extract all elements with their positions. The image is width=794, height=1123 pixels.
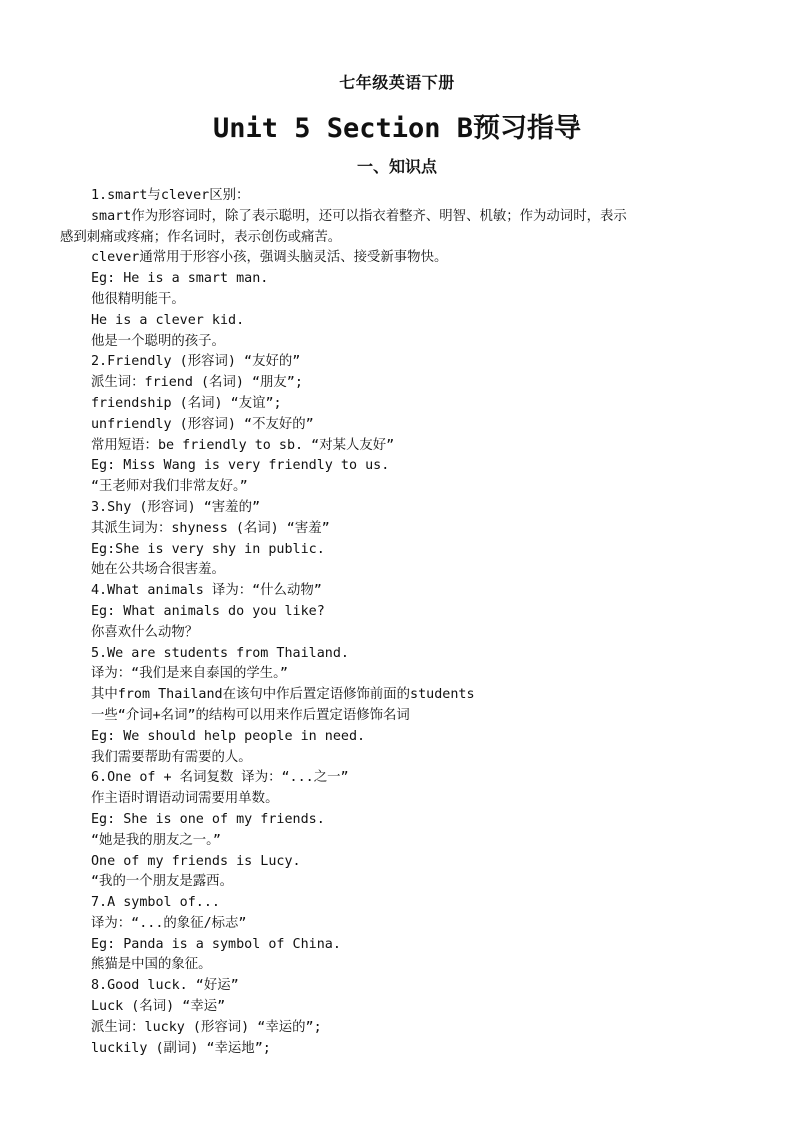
- text-line: 你喜欢什么动物？: [91, 624, 199, 640]
- text-line: 作主语时谓语动词需要用单数。: [91, 791, 279, 807]
- section-heading: 一、知识点: [356, 157, 437, 176]
- text-line: 感到刺痛或疼痛；作名词时，表示创伤或痛苦。: [60, 229, 342, 245]
- text-line: 其派生词为：shyness (名词) “害羞”: [91, 520, 330, 536]
- text-line: Eg: He is a smart man.: [91, 271, 269, 287]
- text-line: 4.What animals 译为：“什么动物”: [91, 583, 322, 599]
- text-line: Eg: She is one of my friends.: [91, 811, 325, 827]
- text-line: 熊猫是中国的象征。: [91, 957, 212, 973]
- text-line: 常用短语：be friendly to sb. “对某人友好”: [91, 437, 395, 453]
- text-line: friendship (名词) “友谊”;: [91, 395, 282, 411]
- text-line: luckily (副词) “幸运地”;: [91, 1040, 271, 1056]
- text-line: 派生词：friend (名词) “朋友”;: [91, 375, 303, 391]
- text-line: 6.One of + 名词复数 译为：“...之一”: [91, 770, 349, 786]
- text-line: smart作为形容词时，除了表示聪明，还可以指衣着整齐、明智、机敏；作为动词时，表示: [91, 208, 627, 224]
- text-line: 8.Good luck. “好运”: [91, 978, 239, 994]
- text-line: clever通常用于形容小孩，强调头脑灵活、接受新事物快。: [91, 250, 448, 266]
- text-line: 他是一个聪明的孩子。: [91, 333, 225, 349]
- text-line: 5.We are students from Thailand.: [91, 645, 349, 661]
- text-line: 他很精明能干。: [91, 291, 185, 307]
- text-line: 译为：“我们是来自泰国的学生。”: [91, 666, 288, 682]
- text-line: Eg: We should help people in need.: [91, 728, 366, 744]
- text-line: Eg: What animals do you like?: [91, 603, 325, 619]
- text-line: Eg: Panda is a symbol of China.: [91, 936, 341, 952]
- text-line: 她在公共场合很害羞。: [91, 562, 225, 578]
- text-line: 2.Friendly (形容词) “友好的”: [91, 354, 301, 370]
- text-line: Eg: Miss Wang is very friendly to us.: [91, 458, 390, 474]
- text-line: He is a clever kid.: [91, 312, 245, 328]
- text-line: 7.A symbol of...: [91, 895, 220, 911]
- text-line: “我的一个朋友是露西。: [91, 874, 233, 890]
- text-line: 其中from Thailand在该句中作后置定语修饰前面的students: [91, 687, 475, 703]
- text-line: 我们需要帮助有需要的人。: [91, 749, 252, 765]
- text-line: 译为：“...的象征/标志”: [91, 915, 247, 931]
- document-title: Unit 5 Section B预习指导: [212, 113, 582, 144]
- text-line: One of my friends is Lucy.: [91, 853, 301, 869]
- text-line: 派生词：lucky (形容词) “幸运的”;: [91, 1019, 322, 1035]
- text-line: 1.smart与clever区别：: [91, 188, 250, 203]
- text-line: 一些“介词+名词”的结构可以用来作后置定语修饰名词: [91, 707, 410, 723]
- text-line: Eg:She is very shy in public.: [91, 541, 325, 557]
- text-line: “王老师对我们非常友好。”: [91, 479, 248, 495]
- text-line: 3.Shy (形容词) “害羞的”: [91, 499, 261, 515]
- text-line: unfriendly (形容词) “不友好的”: [91, 416, 314, 432]
- document-subtitle: 七年级英语下册: [339, 73, 455, 92]
- text-line: Luck (名词) “幸运”: [91, 999, 226, 1015]
- text-line: “她是我的朋友之一。”: [91, 832, 221, 848]
- document-body: [60, 186, 740, 1059]
